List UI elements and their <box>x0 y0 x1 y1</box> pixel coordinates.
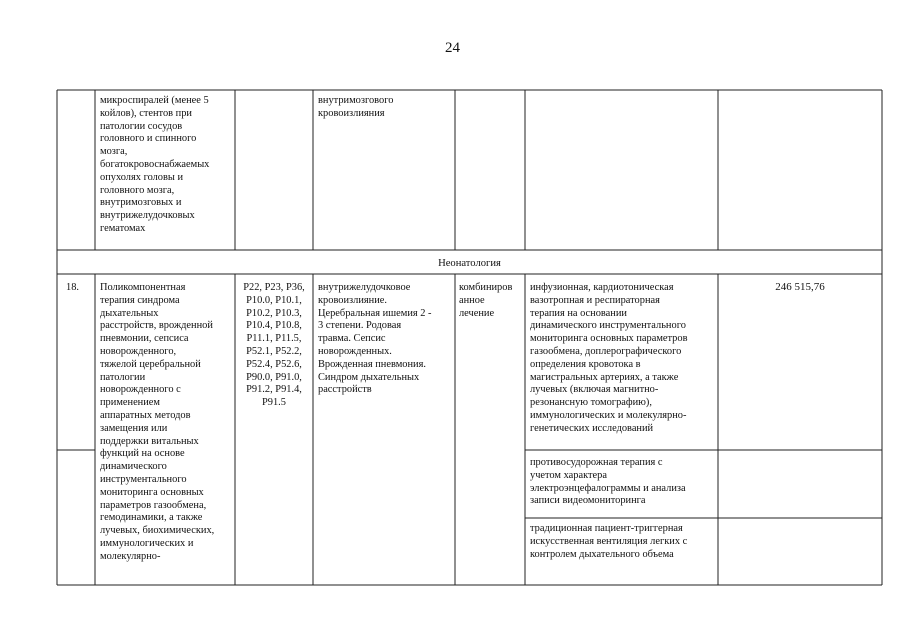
icd-codes-cell: P22, P23, P36, P10.0, P10.1, P10.2, P10.3, P10.4, P10.8, P11.1, P11.5, P52.1, P52.2, P52.4, P52.6, P90.0, P91.0, P91.2, P91.4, P91.5 <box>243 282 305 409</box>
method-cell: традиционная пациент-триггерная искусственная вентиляция легких с контролем дыхательного объема <box>530 523 688 560</box>
method-cell: инфузионная, кардиотоническая вазотропная и респираторная терапия на основании динамического инструментального мониторинга основных параметров газообмена, доплерографического определения кровотока в магистральных артериях, а также лучевых (включая магнитно- резонансную томографию), иммунологических и молекулярно- генетических исследований <box>530 282 688 434</box>
service-name-cell: Поликомпонентная терапия синдрома дыхательных расстройств, врожденной пневмонии, сепсиса новорожденного, тяжелой церебральной патологии новорожденного с применением аппаратных методов замещения или поддержки витальных функций на основе динамического инструментального мониторинга основных параметров газообмена, гемодинамики, а также лучевых, биохимических, иммунологических и молекулярно- <box>100 282 215 562</box>
diagnosis-cell: внутрижелудочковое кровоизлияние. Церебральная ишемия 2 - 3 степени. Родовая травма. Сепсис новорожденных. Врожденная пневмония. Синдром дыхательных расстройств <box>318 282 432 396</box>
continuation-name-cell: микроспиралей (менее 5 койлов), стентов при патологии сосудов головного и спинного мозга, богатокровоснабжаемых опухолях головы и головного мозга, внутримозговых и внутрижелудочковых гематомах <box>100 95 210 234</box>
treatment-type-cell: комбиниров анное лечение <box>459 282 513 319</box>
row-number: 18. <box>66 282 79 293</box>
price-cell: 246 515,76 <box>775 281 825 293</box>
section-title: Неонатология <box>438 258 501 269</box>
method-cell: противосудорожная терапия с учетом характера электроэнцефалограммы и анализа записи видеомониторинга <box>530 457 686 507</box>
continuation-diagnosis-cell: внутримозгового кровоизлияния <box>318 95 394 119</box>
page-number: 24 <box>445 40 460 56</box>
